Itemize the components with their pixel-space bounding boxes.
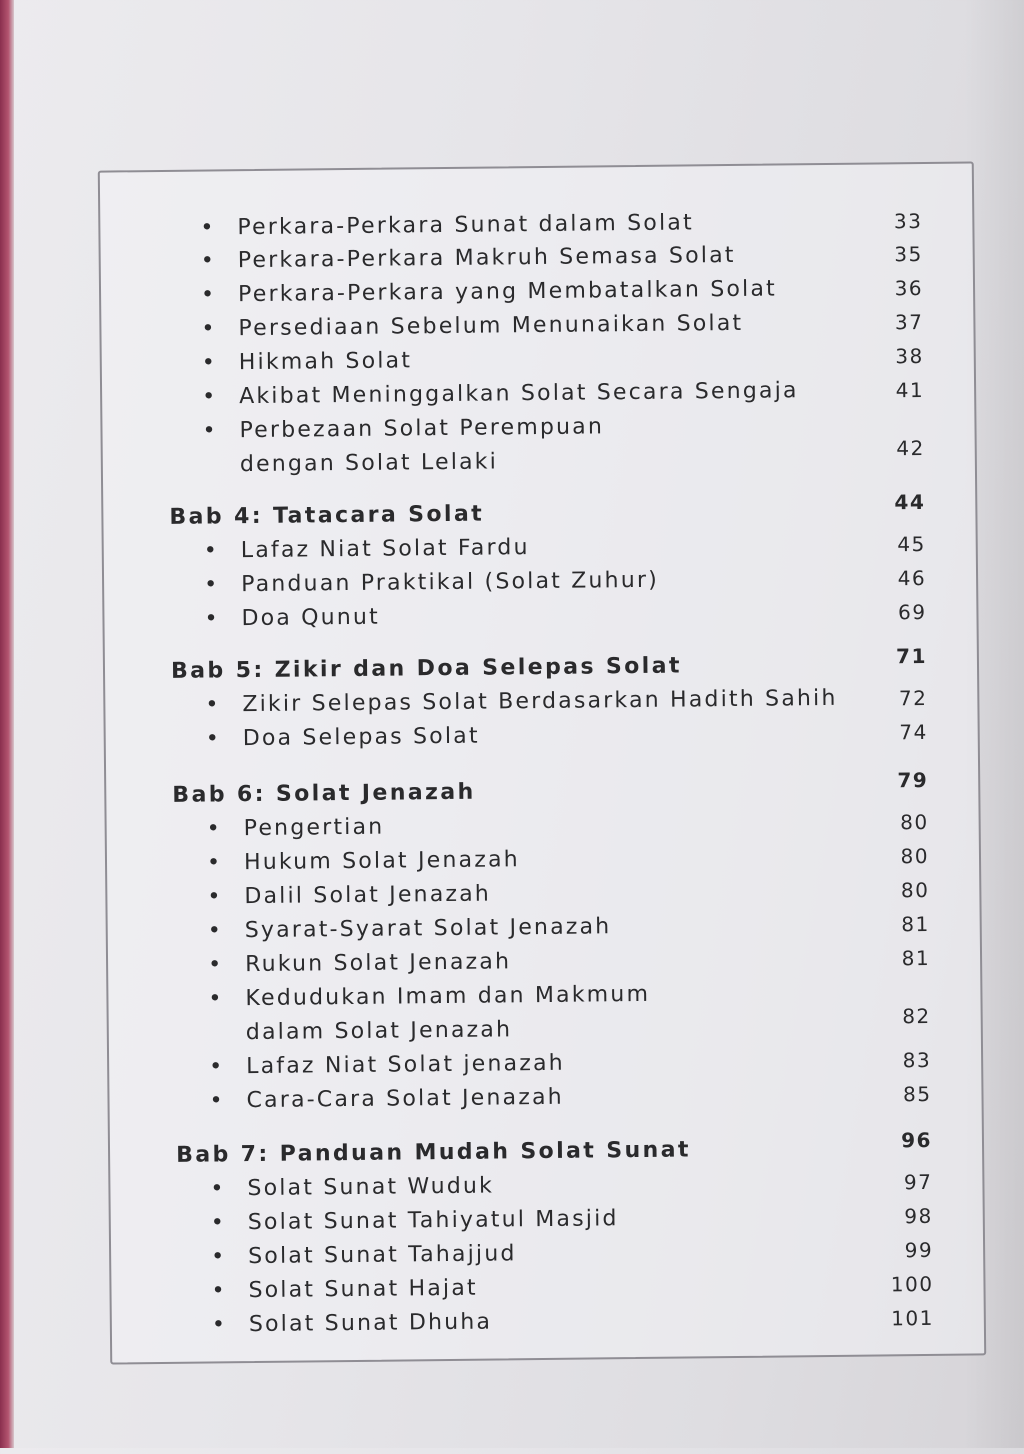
page-number: 96 (901, 1127, 933, 1153)
item-title: Solat Sunat Wuduk (247, 1173, 495, 1202)
page-number: 33 (893, 208, 923, 234)
item-title: Syarat-Syarat Solat Jenazah (244, 914, 612, 944)
page-number: 41 (895, 377, 925, 403)
page-number: 71 (895, 643, 928, 669)
page-number: 101 (891, 1305, 934, 1331)
page-number: 97 (903, 1169, 933, 1195)
page-number: 72 (898, 685, 928, 711)
bullet-icon: • (202, 384, 216, 410)
page-number: 37 (894, 309, 924, 335)
bullet-icon: • (202, 418, 216, 444)
page-number: 42 (896, 435, 925, 461)
bullet-icon: • (204, 606, 218, 632)
item-title: Persediaan Sebelum Menunaikan Solat (238, 310, 744, 342)
item-title: Hikmah Solat (238, 348, 413, 376)
page-number: 100 (890, 1271, 934, 1297)
page-number: 80 (900, 843, 930, 869)
bullet-icon: • (211, 1244, 225, 1270)
item-title: Cara-Cara Solat Jenazah (246, 1084, 565, 1114)
bullet-icon: • (211, 1312, 226, 1338)
bullet-icon: • (207, 918, 221, 944)
item-title: Doa Selepas Solat (242, 723, 480, 752)
bullet-icon: • (201, 350, 215, 376)
page-number: 80 (900, 809, 929, 835)
page-number: 99 (904, 1237, 934, 1263)
page-number: 46 (897, 565, 927, 591)
chapter-title: Bab 4: Tatacara Solat (169, 501, 485, 530)
item-title: Doa Qunut (241, 604, 381, 632)
item-title: Solat Sunat Hajat (248, 1275, 478, 1304)
item-title: Perkara-Perkara Sunat dalam Solat (237, 210, 694, 241)
item-title: Hukum Solat Jenazah (243, 847, 520, 876)
chapter-title: Bab 7: Panduan Mudah Solat Sunat (175, 1137, 691, 1168)
bullet-icon: • (203, 538, 217, 564)
bullet-icon: • (206, 816, 220, 842)
chapter-title: Bab 5: Zikir dan Doa Selepas Solat (170, 653, 682, 684)
bullet-icon: • (200, 248, 214, 274)
page-number: 44 (894, 489, 926, 515)
item-title: Lafaz Niat Solat Fardu (240, 535, 530, 564)
item-title-continuation: dengan Solat Lelaki (239, 449, 499, 478)
bullet-icon: • (204, 572, 218, 598)
page-number: 82 (902, 1003, 931, 1029)
page-number: 35 (894, 241, 923, 267)
bullet-icon: • (207, 952, 222, 978)
item-title: Pengertian (243, 814, 385, 842)
item-title: Perkara-Perkara Makruh Semasa Solat (237, 242, 736, 274)
bullet-icon: • (205, 726, 219, 752)
item-title: Dalil Solat Jenazah (244, 881, 492, 910)
bullet-icon: • (209, 1088, 223, 1114)
item-title: Perbezaan Solat Perempuan (239, 414, 605, 444)
bullet-icon: • (207, 884, 221, 910)
item-title: Panduan Praktikal (Solat Zuhur) (241, 567, 660, 598)
bullet-icon: • (210, 1176, 224, 1202)
page-number: 79 (897, 767, 929, 793)
bullet-icon: • (211, 1278, 225, 1304)
bullet-icon: • (200, 282, 215, 308)
bullet-icon: • (200, 215, 214, 241)
bullet-icon: • (206, 850, 221, 876)
item-title-continuation: dalam Solat Jenazah (245, 1017, 513, 1046)
page-number: 83 (902, 1047, 932, 1073)
page-number: 74 (899, 719, 928, 745)
page-number: 36 (894, 275, 924, 301)
page-number: 81 (901, 911, 930, 937)
page-number: 45 (897, 531, 926, 557)
bullet-icon: • (205, 692, 219, 718)
page-number: 80 (900, 877, 930, 903)
item-title: Kedudukan Imam dan Makmum (245, 981, 651, 1012)
item-title: Solat Sunat Dhuha (248, 1309, 493, 1338)
bullet-icon: • (209, 1054, 223, 1080)
item-title: Rukun Solat Jenazah (244, 949, 512, 978)
chapter-title: Bab 6: Solat Jenazah (172, 779, 476, 808)
item-title: Solat Sunat Tahajjud (248, 1241, 517, 1270)
page-number: 38 (895, 343, 924, 369)
bullet-icon: • (201, 316, 215, 342)
page-number: 81 (901, 945, 931, 971)
item-title: Akibat Meninggalkan Solat Secara Sengaja (239, 378, 799, 410)
bullet-icon: • (210, 1210, 224, 1236)
page-number: 69 (897, 599, 927, 625)
page-number: 85 (902, 1081, 932, 1107)
item-title: Lafaz Niat Solat jenazah (246, 1050, 565, 1080)
item-title: Perkara-Perkara yang Membatalkan Solat (237, 276, 778, 308)
item-title: Solat Sunat Tahiyatul Masjid (247, 1206, 619, 1236)
page-number: 98 (904, 1203, 933, 1229)
item-title: Zikir Selepas Solat Berdasarkan Hadith Sahih (242, 685, 838, 718)
bullet-icon: • (208, 986, 222, 1012)
